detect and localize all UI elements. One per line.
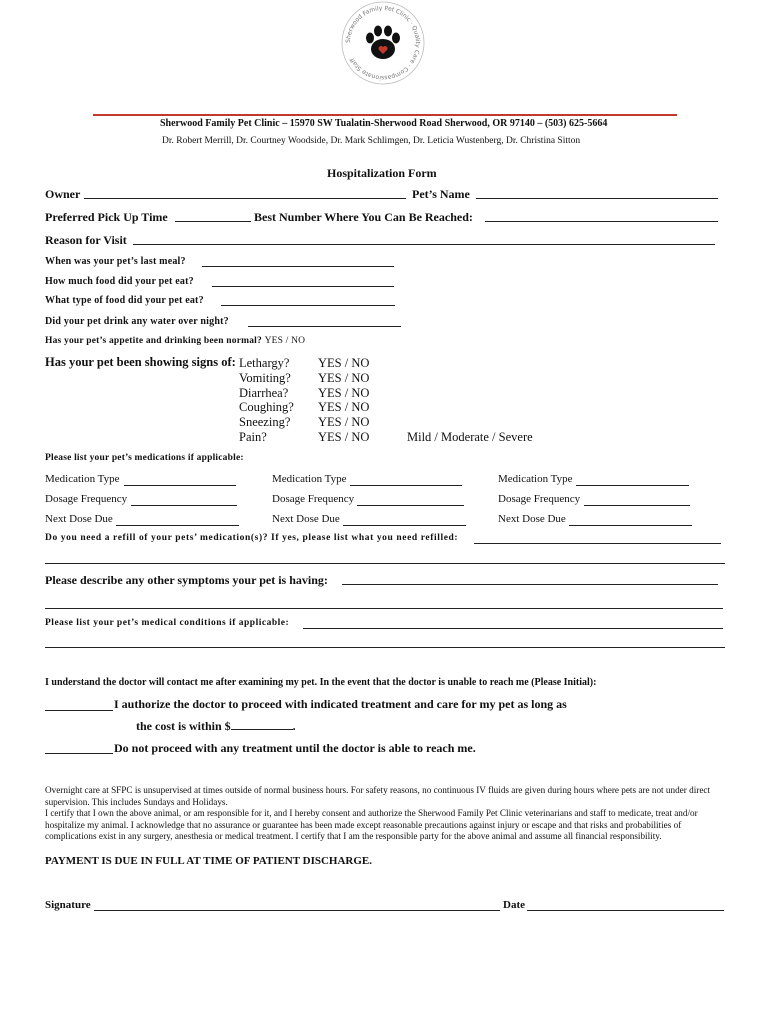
symptom-name: Sneezing? bbox=[239, 415, 291, 430]
cost-end: . bbox=[292, 719, 296, 733]
symptom-answer[interactable]: YES / NO bbox=[318, 370, 370, 385]
signature-field[interactable] bbox=[94, 910, 500, 911]
next-dose-2 bbox=[272, 513, 340, 525]
conditions-field-line2[interactable] bbox=[45, 647, 725, 648]
symptom-answer[interactable]: YES / NO bbox=[318, 429, 370, 444]
disclaimer-certify: I certify that I own the above animal, or am responsible for it, and I hereby consent and authorize the Sherwood Family Pet Clinic veterinarians and staff to medicate, treat and/or hospitalize my animal. I acknowledge that no assurance or guarantee has been made except reasonable precautions against injury or escape and that risks and probabilities of complications exist in any surgery, anesthesia or medical treatment. I certify that I am the responsible party for the above animal and assume all financial responsibility. bbox=[45, 808, 698, 842]
form-title: Hospitalization Form bbox=[327, 166, 437, 180]
cost-field[interactable] bbox=[231, 728, 293, 730]
pet-name-field[interactable] bbox=[476, 198, 718, 199]
disclaimer-overnight: Overnight care at SFPC is unsupervised at times outside of normal business hours. For safety reasons, no continuous IV fluids are given during hours where pets are not under direct supervision. This includes Sundays and Holidays. bbox=[45, 785, 711, 807]
authorize-initial-field[interactable] bbox=[45, 710, 113, 711]
signature-label: Signature bbox=[45, 899, 91, 911]
food-amount-field[interactable] bbox=[212, 286, 394, 287]
appetite-answer[interactable]: YES / NO bbox=[264, 336, 306, 346]
understand-text: I understand the doctor will contact me after examining my pet. In the event that the doctor is unable to reach me (Please Initial): bbox=[45, 677, 597, 688]
food-amount-question: How much food did your pet eat? bbox=[45, 276, 194, 287]
svg-text:Sherwood Family Pet Clinic · Q: Sherwood Family Pet Clinic · Quality Care · Compassionate Staff bbox=[344, 4, 422, 82]
symptom-answer[interactable]: YES / NO bbox=[318, 385, 370, 400]
refill-field[interactable] bbox=[474, 543, 721, 544]
pet-name-label: Pet’s Name bbox=[412, 187, 470, 201]
refill-question: Do you need a refill of your pets’ medication(s)? If yes, please list what you need refilled: bbox=[45, 533, 459, 543]
appetite-question bbox=[45, 336, 305, 346]
symptom-name: Lethargy? bbox=[239, 356, 290, 370]
next-dose-2-field[interactable] bbox=[343, 525, 466, 526]
med-type-label: Medication Type bbox=[45, 473, 120, 485]
conditions-field[interactable] bbox=[303, 628, 723, 629]
cost-line bbox=[136, 719, 296, 734]
dosage-label: Dosage Frequency bbox=[498, 493, 581, 505]
symptom-answer[interactable]: YES / NO bbox=[318, 415, 370, 430]
next-dose-3-field[interactable] bbox=[569, 525, 692, 526]
owner-field[interactable] bbox=[84, 198, 406, 199]
authorize-text: I authorize the doctor to proceed with indicated treatment and care for my pet as long as bbox=[114, 697, 567, 711]
med-type-1 bbox=[45, 473, 119, 485]
signs-label: Has your pet been showing signs of: bbox=[45, 355, 236, 369]
other-symptoms-field[interactable] bbox=[342, 584, 718, 585]
clinic-address: Sherwood Family Pet Clinic – 15970 SW Tualatin-Sherwood Road Sherwood, OR 97140 – (503) 625-5664 bbox=[160, 118, 608, 129]
conditions-question: Please list your pet’s medical conditions if applicable: bbox=[45, 618, 290, 628]
med-type-2 bbox=[272, 473, 346, 485]
date-label: Date bbox=[503, 899, 525, 911]
next-dose-1-field[interactable] bbox=[116, 525, 239, 526]
dosage-3 bbox=[498, 493, 580, 505]
dosage-3-field[interactable] bbox=[584, 505, 690, 506]
next-dose-label: Next Dose Due bbox=[45, 513, 113, 525]
other-symptoms-field-line2[interactable] bbox=[45, 608, 723, 609]
disclaimer bbox=[45, 785, 725, 843]
doctors-list: Dr. Robert Merrill, Dr. Courtney Woodside, Dr. Mark Schlimgen, Dr. Leticia Wustenberg, Dr. Christina Sitton bbox=[162, 136, 581, 146]
symptom-answer[interactable]: YES / NO bbox=[318, 356, 370, 370]
med-type-label: Medication Type bbox=[272, 473, 347, 485]
reason-field[interactable] bbox=[133, 244, 715, 245]
pickup-label: Preferred Pick Up Time bbox=[45, 210, 168, 224]
paw-logo-icon bbox=[340, 0, 426, 86]
symptom-name: Diarrhea? bbox=[239, 385, 289, 400]
header-divider bbox=[93, 114, 677, 116]
last-meal-field[interactable] bbox=[202, 266, 394, 267]
food-type-field[interactable] bbox=[221, 305, 395, 306]
food-type-question: What type of food did your pet eat? bbox=[45, 295, 204, 306]
last-meal-question: When was your pet’s last meal? bbox=[45, 256, 186, 267]
best-number-field[interactable] bbox=[485, 221, 718, 222]
med-type-1-field[interactable] bbox=[124, 485, 236, 486]
dosage-2 bbox=[272, 493, 354, 505]
next-dose-label: Next Dose Due bbox=[498, 513, 566, 525]
dosage-label: Dosage Frequency bbox=[272, 493, 355, 505]
med-type-2-field[interactable] bbox=[350, 485, 462, 486]
other-symptoms-question: Please describe any other symptoms your pet is having: bbox=[45, 573, 328, 587]
pickup-field[interactable] bbox=[175, 221, 251, 222]
dosage-1-field[interactable] bbox=[131, 505, 237, 506]
next-dose-1 bbox=[45, 513, 113, 525]
water-question: Did your pet drink any water over night? bbox=[45, 316, 229, 327]
appetite-question-text: Has your pet’s appetite and drinking been normal? bbox=[45, 336, 262, 346]
date-field[interactable] bbox=[527, 910, 724, 911]
reason-label: Reason for Visit bbox=[45, 233, 127, 247]
payment-notice: PAYMENT IS DUE IN FULL AT TIME OF PATIENT DISCHARGE. bbox=[45, 855, 373, 867]
symptom-answer[interactable]: YES / NO bbox=[318, 400, 370, 415]
symptom-name: Pain? bbox=[239, 429, 267, 444]
do-not-proceed-text: Do not proceed with any treatment until the doctor is able to reach me. bbox=[114, 741, 476, 755]
do-not-proceed-initial-field[interactable] bbox=[45, 753, 113, 754]
symptom-name: Vomiting? bbox=[239, 370, 291, 385]
meds-heading: Please list your pet’s medications if applicable: bbox=[45, 453, 244, 463]
dosage-2-field[interactable] bbox=[357, 505, 464, 506]
dosage-1 bbox=[45, 493, 127, 505]
clinic-logo bbox=[340, 0, 426, 86]
refill-field-line2[interactable] bbox=[45, 563, 725, 564]
symptom-answers bbox=[318, 356, 369, 445]
symptom-list bbox=[239, 356, 294, 445]
cost-text: the cost is within $ bbox=[136, 719, 231, 733]
med-type-3 bbox=[498, 473, 572, 485]
next-dose-label: Next Dose Due bbox=[272, 513, 340, 525]
dosage-label: Dosage Frequency bbox=[45, 493, 128, 505]
water-field[interactable] bbox=[248, 326, 401, 327]
owner-label: Owner bbox=[45, 187, 81, 201]
med-type-3-field[interactable] bbox=[576, 485, 689, 486]
med-type-label: Medication Type bbox=[498, 473, 573, 485]
best-number-label: Best Number Where You Can Be Reached: bbox=[254, 210, 473, 224]
pain-scale[interactable]: Mild / Moderate / Severe bbox=[407, 430, 533, 444]
symptom-name: Coughing? bbox=[239, 400, 294, 415]
next-dose-3 bbox=[498, 513, 566, 525]
